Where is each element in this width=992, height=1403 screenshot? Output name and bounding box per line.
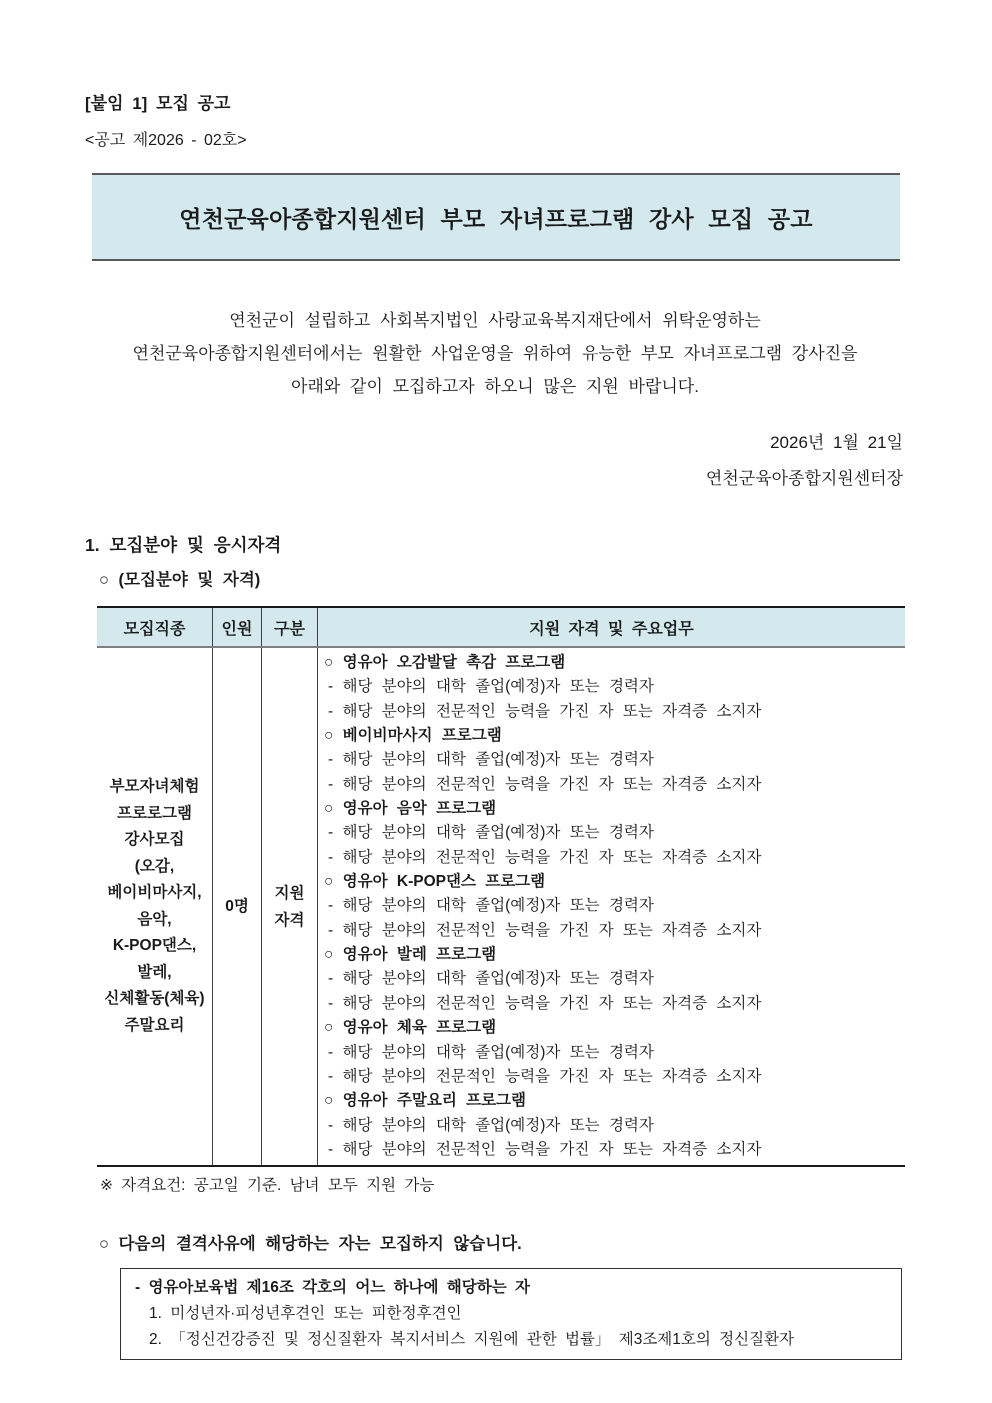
job-line: 주말요리: [124, 1016, 185, 1034]
table-body-row: [97, 648, 905, 1165]
category-cell: [262, 648, 318, 1165]
job-line: 신체활동(체육): [104, 990, 205, 1008]
section-heading: 1. 모집분야 및 응시자격: [85, 535, 282, 555]
announcement-date: 2026년 1월 21일: [770, 433, 903, 452]
program-requirement: - 해당 분야의 전문적인 능력을 가진 자 또는 자격증 소지자: [328, 1140, 762, 1158]
program-requirement: - 해당 분야의 대학 졸업(예정)자 또는 경력자: [328, 678, 654, 696]
program-requirement: - 해당 분야의 전문적인 능력을 가진 자 또는 자격증 소지자: [328, 702, 762, 720]
disqualification-box: [120, 1268, 902, 1360]
intro-line: 연천군이 설립하고 사회복지법인 사랑교육복지재단에서 위탁운영하는: [229, 311, 761, 330]
program-requirement: - 해당 분야의 전문적인 능력을 가진 자 또는 자격증 소지자: [328, 848, 762, 866]
job-cell: [97, 648, 213, 1165]
column-header-category: 구분: [262, 608, 318, 646]
program-requirement: - 해당 분야의 전문적인 능력을 가진 자 또는 자격증 소지자: [328, 775, 762, 793]
signoff-block: [85, 425, 905, 497]
job-line: 베이비마사지,: [107, 884, 202, 902]
job-line: 강사모집: [124, 831, 185, 849]
table-footnote: ※ 자격요건: 공고일 기준. 남녀 모두 지원 가능: [100, 1177, 435, 1195]
program-requirement: - 해당 분야의 대학 졸업(예정)자 또는 경력자: [328, 1043, 654, 1061]
program-requirement: - 해당 분야의 대학 졸업(예정)자 또는 경력자: [328, 824, 654, 842]
program-title: ○ 영유아 체육 프로그램: [324, 1019, 497, 1037]
attachment-label: [붙임 1] 모집 공고: [85, 94, 231, 113]
program-requirement: - 해당 분야의 전문적인 능력을 가진 자 또는 자격증 소지자: [328, 921, 762, 939]
table-header-row: [97, 608, 905, 648]
disqualification-item: 2. 「정신건강증진 및 정신질환자 복지서비스 지원에 관한 법률」 제3조제1호의 정신질환자: [149, 1331, 795, 1349]
job-line: 발레,: [137, 963, 172, 981]
title-banner: [92, 173, 900, 261]
program-title: ○ 영유아 오감발달 촉감 프로그램: [324, 654, 566, 671]
disqualification-heading: ○ 다음의 결격사유에 해당하는 자는 모집하지 않습니다.: [99, 1235, 522, 1254]
headcount-cell: [213, 648, 262, 1165]
column-header-headcount: 인원: [213, 608, 262, 646]
program-requirement: - 해당 분야의 전문적인 능력을 가진 자 또는 자격증 소지자: [328, 994, 762, 1012]
recruitment-table: [97, 606, 905, 1167]
program-title: ○ 영유아 K-POP댄스 프로그램: [324, 873, 546, 891]
program-requirement: - 해당 분야의 대학 졸업(예정)자 또는 경력자: [328, 897, 654, 915]
intro-line: 아래와 같이 모집하고자 하오니 많은 지원 바랍니다.: [291, 377, 699, 396]
document-title: 연천군육아종합지원센터 부모 자녀프로그램 강사 모집 공고: [179, 205, 813, 232]
headcount-value: 0명: [225, 898, 249, 916]
program-requirement: - 해당 분야의 전문적인 능력을 가진 자 또는 자격증 소지자: [328, 1067, 762, 1085]
disqualification-item: 1. 미성년자·피성년후견인 또는 피한정후견인: [149, 1305, 462, 1323]
program-title: ○ 베이비마사지 프로그램: [324, 727, 502, 745]
program-title: ○ 영유아 음악 프로그램: [324, 800, 497, 818]
section-subheading: ○ (모집분야 및 자격): [99, 571, 261, 589]
program-title: ○ 영유아 주말요리 프로그램: [324, 1092, 526, 1110]
program-requirement: - 해당 분야의 대학 졸업(예정)자 또는 경력자: [328, 1116, 654, 1134]
job-line: 음악,: [137, 910, 172, 928]
intro-paragraph: [85, 304, 905, 403]
program-requirement: - 해당 분야의 대학 졸업(예정)자 또는 경력자: [328, 970, 654, 988]
column-header-job: 모집직종: [97, 608, 213, 646]
category-line: 자격: [274, 911, 305, 929]
job-line: K-POP댄스,: [112, 937, 197, 955]
job-line: 부모자녀체험: [109, 778, 200, 796]
signer-title: 연천군육아종합지원센터장: [705, 469, 903, 488]
notice-number: <공고 제2026 - 02호>: [85, 132, 247, 149]
column-header-qualifications: 지원 자격 및 주요업무: [529, 620, 694, 638]
qualifications-cell: [318, 648, 905, 1165]
intro-line: 연천군육아종합지원센터에서는 원활한 사업운영을 위하여 유능한 부모 자녀프로그램 강사진을: [132, 344, 858, 363]
job-line: 프로로그램: [117, 804, 192, 822]
category-line: 지원: [274, 884, 305, 902]
job-line: (오감,: [134, 857, 175, 875]
disqualification-box-title: - 영유아보육법 제16조 각호의 어느 하나에 해당하는 자: [135, 1279, 530, 1297]
program-requirement: - 해당 분야의 대학 졸업(예정)자 또는 경력자: [328, 751, 654, 769]
program-title: ○ 영유아 발레 프로그램: [324, 946, 497, 964]
